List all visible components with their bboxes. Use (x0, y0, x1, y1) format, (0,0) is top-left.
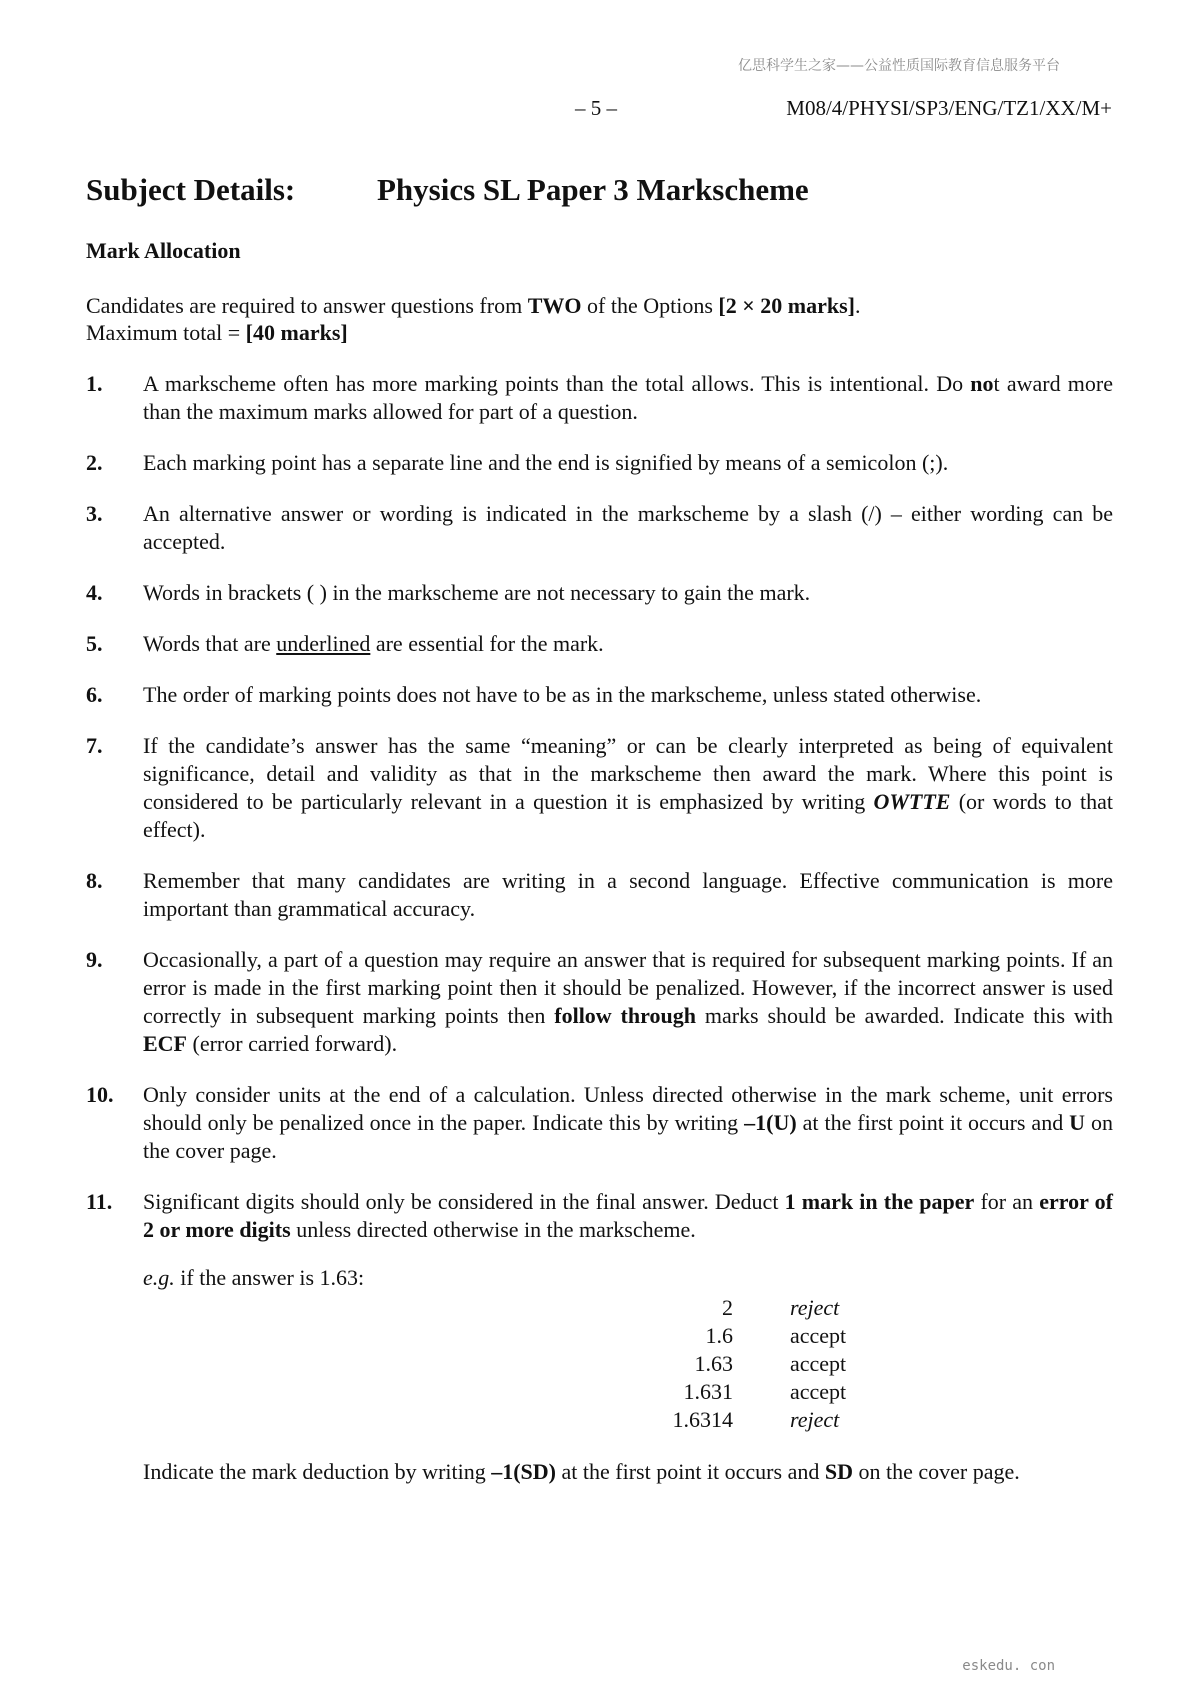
footer-site: eskedu. con (962, 1658, 1055, 1674)
item-number: 10. (86, 1082, 114, 1107)
sig-digits-table (583, 1294, 846, 1434)
item-emphasis: no (970, 371, 994, 396)
intro-emphasis: TWO (527, 293, 582, 318)
watermark-text: 亿思科学生之家——公益性质国际教育信息服务平台 (738, 58, 1060, 74)
item-emphasis: –1(U) (744, 1110, 797, 1135)
item-number: 9. (86, 947, 103, 972)
item-text: Words in brackets ( ) in the markscheme are not necessary to gain the mark. (143, 580, 811, 605)
list-item (86, 1188, 1113, 1486)
intro-text: Candidates are required to answer questions from (86, 293, 528, 318)
item-text: Occasionally, a part of a question may require an answer that is required for subsequent marking points. If an error is made in the first marking point then it should be penalized. However, if the incorrect answer is used correctly in subsequent marking points then (143, 947, 1113, 1028)
item-number: 4. (86, 580, 103, 605)
subject-label: Subject Details: (86, 172, 296, 207)
document-code: M08/4/PHYSI/SP3/ENG/TZ1/XX/M+ (786, 96, 1112, 120)
table-cell-value: 1.63 (694, 1351, 733, 1376)
table-row (583, 1322, 846, 1350)
table-cell-value: 1.631 (683, 1379, 733, 1404)
mark-allocation-heading: Mark Allocation (86, 238, 241, 263)
item-text: The order of marking points does not have to be as in the markscheme, unless stated otherwise. (143, 682, 982, 707)
table-row (583, 1294, 846, 1322)
example-text: if the answer is 1.63: (174, 1265, 365, 1290)
table-cell-verdict: reject (790, 1295, 840, 1320)
item-number: 2. (86, 450, 103, 475)
intro-line-1 (86, 292, 1116, 319)
list-item (86, 500, 1113, 556)
table-cell-verdict: accept (790, 1351, 847, 1376)
item-number: 11. (86, 1189, 113, 1214)
item-text: Indicate the mark deduction by writing (143, 1459, 492, 1484)
list-item (86, 449, 1113, 477)
intro-text: of the Options (581, 293, 719, 318)
item-underlined: underlined (276, 631, 371, 656)
intro-paragraph (86, 292, 1116, 346)
list-item (86, 370, 1113, 426)
table-cell-verdict: reject (790, 1407, 840, 1432)
list-item (86, 681, 1113, 709)
table-cell-verdict: accept (790, 1323, 847, 1348)
item-text: unless directed otherwise in the markscheme. (290, 1217, 696, 1242)
example-eg: e.g. (143, 1265, 175, 1290)
table-cell-value: 2 (722, 1295, 733, 1320)
item-emphasis: ECF (143, 1031, 187, 1056)
item-text: Significant digits should only be considered in the final answer. Deduct (143, 1189, 785, 1214)
item-number: 8. (86, 868, 103, 893)
item-text: on the cover page. (143, 1110, 1114, 1163)
item-number: 6. (86, 682, 103, 707)
item-text: marks should be awarded. Indicate this with (695, 1003, 1114, 1028)
page-number: – 5 – (575, 96, 617, 120)
item-text: at the first point it occurs and (556, 1459, 825, 1484)
list-item (86, 867, 1113, 923)
list-item (86, 630, 1113, 658)
final-instruction (143, 1458, 1113, 1486)
item-emphasis: follow through (554, 1003, 696, 1028)
item-text: (error carried forward). (187, 1031, 398, 1056)
item-text: for an (974, 1189, 1040, 1214)
item-text: Only consider units at the end of a calculation. Unless directed otherwise in the mark scheme, unit errors should only be penalized once in the paper. Indicate this by writing (143, 1082, 1113, 1135)
max-total-label: Maximum total = (86, 320, 246, 345)
item-text: t award more than the maximum marks allowed for part of a question. (143, 371, 1113, 424)
table-cell-value: 1.6314 (672, 1407, 733, 1432)
item-emphasis: error of 2 or more digits (143, 1189, 1113, 1242)
item-emphasis: OWTTE (873, 789, 951, 814)
item-emphasis: –1(SD) (491, 1459, 557, 1484)
item-text: at the first point it occurs and (796, 1110, 1070, 1135)
item-emphasis: U (1069, 1110, 1086, 1135)
item-number: 7. (86, 733, 103, 758)
item-text: on the cover page. (852, 1459, 1020, 1484)
item-number: 5. (86, 631, 103, 656)
list-item (86, 579, 1113, 607)
table-row (583, 1406, 846, 1434)
table-row (583, 1378, 846, 1406)
list-item (86, 1081, 1113, 1165)
item-text: A markscheme often has more marking points than the total allows. This is intentional. Do (143, 371, 971, 396)
item-emphasis: SD (824, 1459, 853, 1484)
item-text: An alternative answer or wording is indicated in the markscheme by a slash (/) – either wording can be accepted. (143, 501, 1113, 554)
intro-marks: [2 × 20 marks] (718, 293, 855, 318)
list-item (86, 732, 1113, 844)
item-text: Words that are (143, 631, 277, 656)
intro-line-2 (86, 319, 1116, 346)
item-text: Remember that many candidates are writing in a second language. Effective communication is more important than grammatical accuracy. (143, 868, 1113, 921)
item-text: (or words to that effect). (143, 789, 1114, 842)
table-cell-value: 1.6 (705, 1323, 733, 1348)
table-cell-verdict: accept (790, 1379, 847, 1404)
example-intro (143, 1264, 1113, 1292)
max-total-value: [40 marks] (245, 320, 348, 345)
rules-list (86, 370, 1113, 1509)
intro-text: . (854, 293, 861, 318)
list-item (86, 946, 1113, 1058)
item-text: If the candidate’s answer has the same “meaning” or can be clearly interpreted as being of equivalent significance, detail and validity as that in the markscheme then award the mark. Where this point is considered to be particularly relevant in a question it is emphasized by writing (143, 733, 1113, 814)
item-text: are essential for the mark. (370, 631, 604, 656)
subject-title: Physics SL Paper 3 Markscheme (377, 172, 809, 207)
item-text: Each marking point has a separate line and the end is signified by means of a semicolon (;). (143, 450, 949, 475)
item-number: 1. (86, 371, 103, 396)
table-row (583, 1350, 846, 1378)
item-emphasis: 1 mark in the paper (784, 1189, 975, 1214)
item-number: 3. (86, 501, 103, 526)
